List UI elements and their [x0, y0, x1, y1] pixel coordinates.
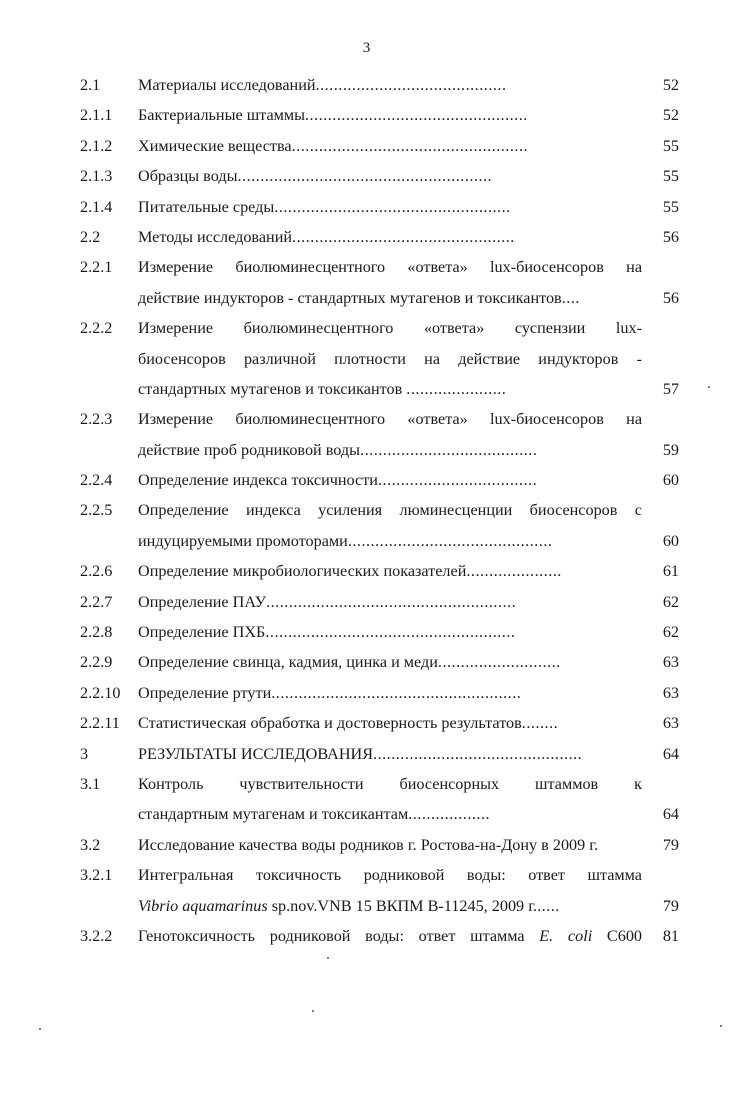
section-title: Определение ртути.......................................................	[138, 683, 522, 702]
section-title-line: Vibrio aquamarinus sp.nov.VNB 15 ВКПМ В-11245, 2009 г......	[138, 896, 560, 915]
section-title: Определение свинца, кадмия, цинка и меди...........................	[138, 653, 561, 672]
toc-entry	[0, 769, 733, 830]
toc-entry	[0, 100, 733, 130]
section-number: 2.2.11	[80, 714, 120, 733]
toc-entry	[0, 860, 733, 921]
section-title: Статистическая обработка и достоверность результатов........	[138, 714, 559, 733]
page-ref: 57	[662, 379, 679, 398]
toc-entry	[0, 70, 733, 100]
section-title-line: Генотоксичность родниковой воды: ответ штамма E. coli C600	[138, 926, 642, 945]
section-title-line: Интегральная токсичность родниковой воды: ответ штамма	[138, 866, 642, 885]
section-number: 2.2.3	[80, 410, 113, 429]
section-number: 3.2.1	[80, 866, 113, 885]
section-title-line: индуцируемыми промоторами.............................................	[138, 531, 553, 550]
toc-entry	[0, 404, 733, 465]
section-title: Материалы исследований..........................................	[138, 76, 507, 94]
page-number: 3	[362, 40, 371, 56]
section-number: 2.2.5	[80, 501, 113, 520]
page-ref: 55	[662, 167, 679, 186]
page-ref: 62	[662, 623, 679, 642]
toc-entry	[0, 131, 733, 161]
page-ref: 55	[662, 197, 679, 216]
section-title: Определение микробиологических показателей.....................	[138, 562, 562, 581]
section-number: 3.2	[80, 835, 101, 854]
section-title: РЕЗУЛЬТАТЫ ИССЛЕДОВАНИЯ..............................................	[138, 744, 583, 763]
page-ref: 63	[662, 683, 679, 702]
toc-entry	[0, 222, 733, 252]
section-title: Исследование качества воды родников г. Ростова-на-Дону в 2009 г.	[138, 835, 599, 854]
section-number: 2.2.6	[80, 562, 113, 581]
page-ref: 62	[662, 592, 679, 611]
toc-entry	[0, 739, 733, 769]
section-number: 2.2.9	[80, 653, 113, 672]
page-ref: 59	[662, 440, 679, 459]
page-ref: 79	[662, 896, 679, 915]
page-ref: 52	[662, 76, 679, 94]
toc-entry	[0, 252, 733, 313]
section-title-line: биосенсоров различной плотности на действие индукторов -	[138, 349, 642, 368]
toc-entry	[0, 556, 733, 586]
section-title: Методы исследований.................................................	[138, 227, 515, 246]
section-title-line: действие проб родниковой воды.......................................	[138, 440, 538, 459]
toc-entry	[0, 830, 733, 860]
species-name: E. coli	[539, 926, 593, 945]
section-title: Определение индекса токсичности...................................	[138, 471, 538, 490]
page-ref: 63	[662, 653, 679, 672]
section-title-line: стандартным мутагенам и токсикантам..................	[138, 805, 491, 824]
toc-entry	[0, 921, 733, 951]
scan-speck	[39, 1028, 41, 1030]
page-ref: 63	[662, 714, 679, 733]
section-number: 2.2.1	[80, 258, 113, 277]
section-title-line: Определение индекса усиления люминесценции биосенсоров с	[138, 501, 642, 520]
page-ref: 60	[662, 531, 679, 550]
page-ref: 81	[662, 926, 679, 945]
toc-entry	[0, 192, 733, 222]
section-title: Определение ПХБ.......................................................	[138, 623, 516, 642]
toc-entry	[0, 587, 733, 617]
section-number: 2.1.2	[80, 136, 113, 155]
page-ref: 61	[662, 562, 679, 581]
section-number: 2.1.3	[80, 167, 113, 186]
scan-speck	[708, 386, 710, 388]
section-number: 2.2.8	[80, 623, 113, 642]
toc-entry	[0, 708, 733, 738]
toc-entry	[0, 495, 733, 556]
section-title-line: Измерение биолюминесцентного «ответа» lux-биосенсоров на	[138, 258, 642, 277]
page-ref: 64	[662, 744, 679, 763]
toc-entry	[0, 313, 733, 404]
section-number: 2.1	[80, 76, 101, 94]
section-number: 2.2.7	[80, 592, 113, 611]
page-ref: 60	[662, 471, 679, 490]
page-ref: 79	[662, 835, 679, 854]
page-ref: 56	[662, 227, 679, 246]
section-number: 3.2.2	[80, 926, 113, 945]
toc-entry	[0, 678, 733, 708]
section-title: Определение ПАУ.......................................................	[138, 592, 517, 611]
toc-entry	[0, 647, 733, 677]
page-ref: 56	[662, 288, 679, 307]
scan-speck	[720, 1025, 722, 1027]
species-name: Vibrio aquamarinus	[138, 896, 268, 915]
section-number: 2.1.4	[80, 197, 113, 216]
toc-entry	[0, 161, 733, 191]
section-title-line: Контроль чувствительности биосенсорных штаммов к	[138, 774, 642, 793]
section-number: 2.2.4	[80, 471, 113, 490]
section-number: 2.2.2	[80, 319, 113, 338]
scan-speck	[327, 957, 329, 959]
section-title: Химические вещества....................................................	[138, 136, 529, 155]
page-ref: 64	[662, 805, 679, 824]
section-title: Образцы воды........................................................	[138, 167, 493, 186]
section-number: 2.2.10	[80, 683, 121, 702]
toc-entry	[0, 465, 733, 495]
section-title: Бактериальные штаммы.................................................	[138, 106, 528, 125]
scan-speck	[312, 1010, 314, 1012]
section-number: 3	[80, 744, 89, 763]
section-title-line: Измерение биолюминесцентного «ответа» lux-биосенсоров на	[138, 410, 642, 429]
section-title-line: стандартных мутагенов и токсикантов ......................	[138, 379, 507, 398]
table-of-contents	[0, 70, 733, 951]
section-number: 2.2	[80, 227, 101, 246]
page-ref: 52	[662, 106, 679, 125]
page-ref: 55	[662, 136, 679, 155]
section-title: Питательные среды....................................................	[138, 197, 511, 216]
section-number: 3.1	[80, 774, 101, 793]
toc-entry	[0, 617, 733, 647]
section-number: 2.1.1	[80, 106, 113, 125]
section-title-line: действие индукторов - стандартных мутагенов и токсикантов....	[138, 288, 580, 307]
section-title-line: Измерение биолюминесцентного «ответа» суспензии lux-	[138, 319, 642, 338]
